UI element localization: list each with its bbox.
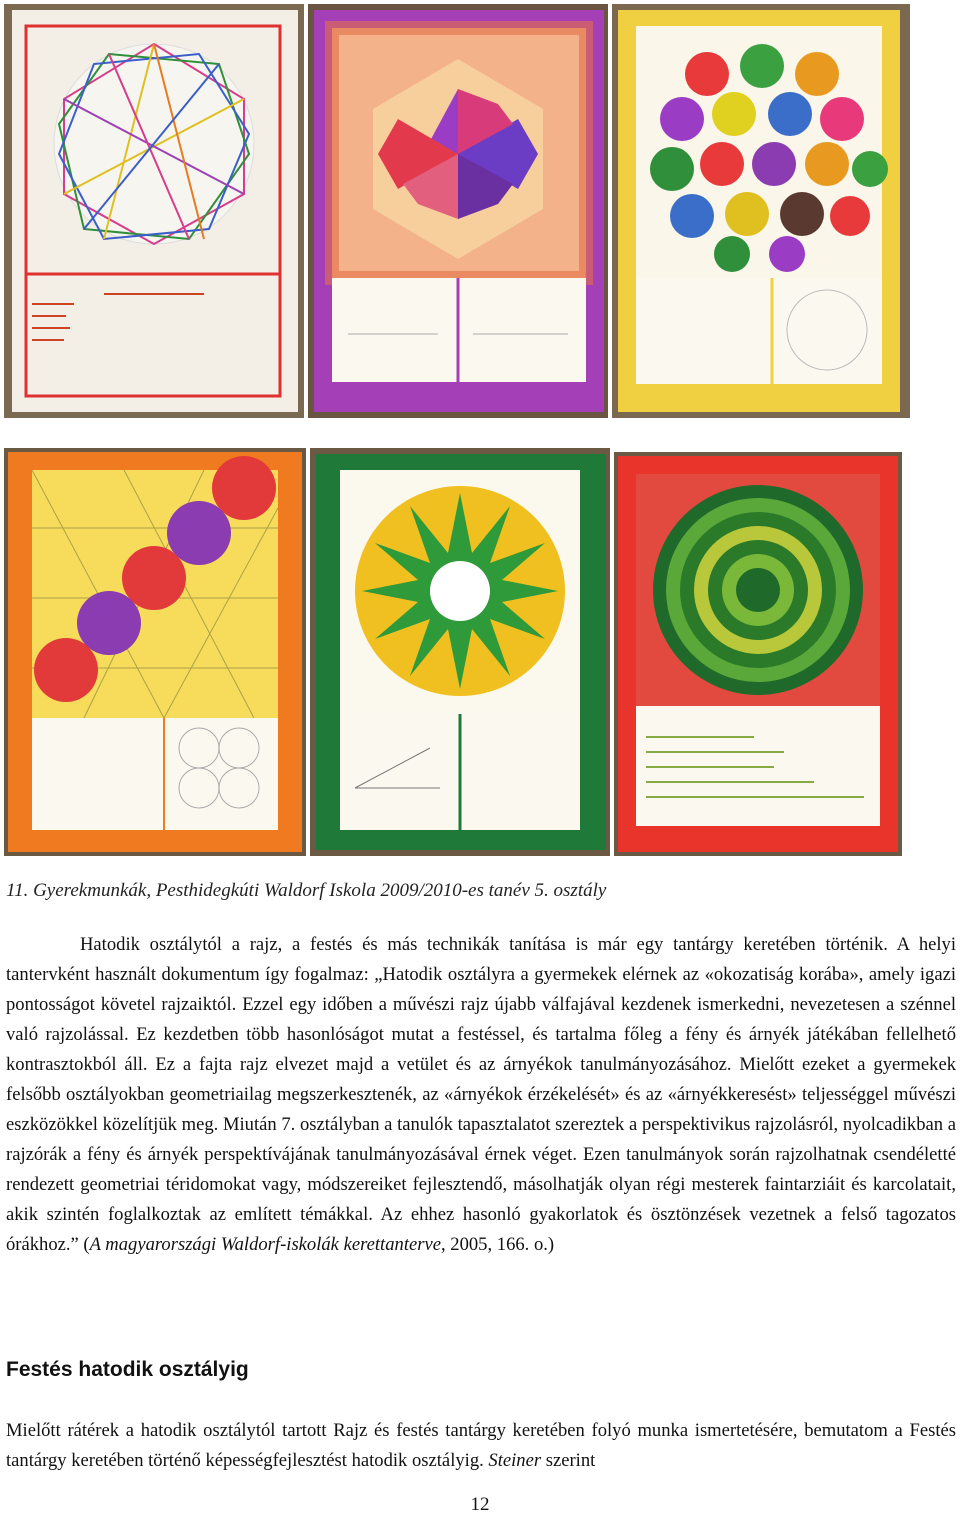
photo-line-polygon bbox=[4, 4, 304, 418]
photo-flower-pattern bbox=[612, 4, 910, 418]
body-paragraph-1 bbox=[6, 930, 956, 1260]
section-heading: Festés hatodik osztályig bbox=[6, 1358, 249, 1381]
photo-green-circles bbox=[614, 452, 902, 856]
paragraph-2-end: szerint bbox=[541, 1450, 596, 1471]
photo-red-purple-wave bbox=[4, 448, 306, 856]
photo-collage bbox=[4, 4, 902, 856]
body-paragraph-2 bbox=[6, 1416, 956, 1476]
figure-caption: 11. Gyerekmunkák, Pesthidegkúti Waldorf Iskola 2009/2010-es tanév 5. osztály bbox=[6, 880, 607, 901]
paragraph-2-text: Mielőtt rátérek a hatodik osztálytól tartott Rajz és festés tantárgy keretében folyó munka ismertetésére, bemutatom a Festés tantárgy keretében történő képességfejlesztést hatodik osztályig. bbox=[6, 1420, 956, 1471]
photo-green-star bbox=[310, 448, 610, 856]
photo-purple-star bbox=[308, 4, 608, 418]
author-name: Steiner bbox=[488, 1450, 542, 1471]
citation-rest: , 2005, 166. o.) bbox=[440, 1234, 555, 1255]
citation-title: A magyarországi Waldorf-iskolák kerettanterve bbox=[89, 1234, 441, 1255]
page-number: 12 bbox=[470, 1494, 490, 1515]
paragraph-1-text: Hatodik osztálytól a rajz, a festés és más technikák tanítása is már egy tantárgy keretében történik. A helyi tantervként használt dokumentum így fogalmaz: „Hatodik osztályra a gyermekek elérnek az «okozatiság korába», amely igazi pontosságot követel rajzaiktól. Ezzel egy időben a művészi rajz újabb válfajával kezdenek ismerkedni, nevezetesen a szénnel való rajzolással. Ez kezdetben több hasonlóságot mutat a festéssel, és tartalma főleg a fény és árnyék játékában fellelhető kontrasztokból áll. Ez a fajta rajz elvezet majd a vetület és az árnyékok tanulmányozásához. Mielőtt ezeket a gyermekek felsőbb osztályokban geometriailag megszerkesztenék, az «árnyékok érzékelését» és az «árnyékkeresést» teljességgel művészi eszközökkel közelítjük meg. Miután 7. osztályban a tanulók tapasztalatot szereztek a perspektivikus rajzolásról, nyolcadikban a rajzórák a fény és árnyék perspektívájának tanulmányozásával érnek véget. Ezen tanulmányok során rajzolhatnak csendéletté rendezett geometriai téridomokat vagy, módszereiket fejlesztendő, másolhatják olyan régi mesterek faintarziáit és karcolatait, akik szintén foglalkoztak az említett témákkal. Az ehhez hasonló gyakorlatok és ösztönzések vezetnek a felső tagozatos órákhoz.” ( bbox=[6, 934, 956, 1255]
